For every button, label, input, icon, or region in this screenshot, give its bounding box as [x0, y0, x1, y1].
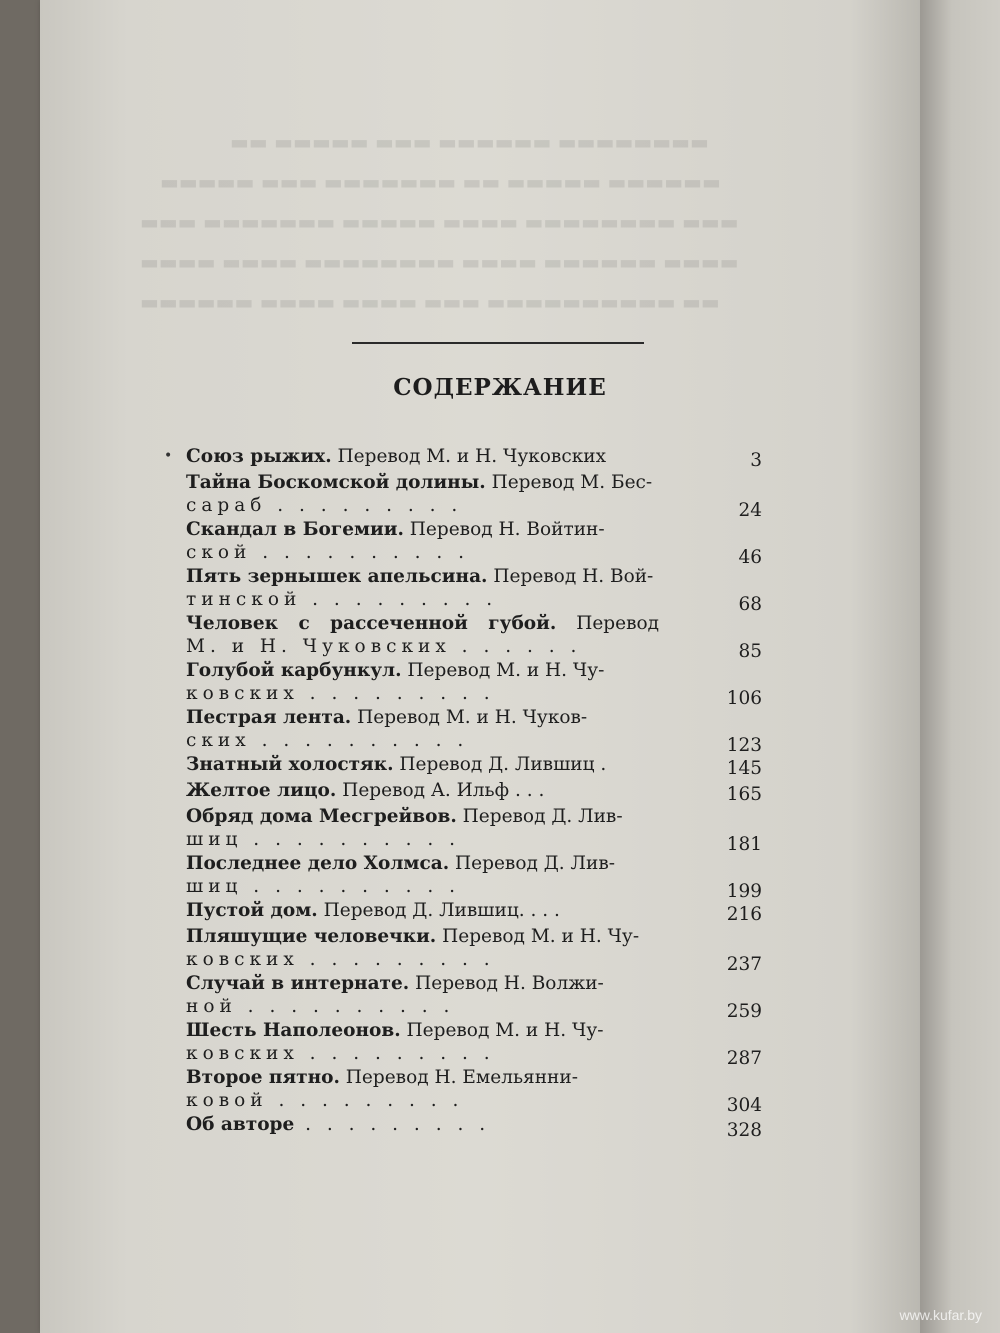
toc-entry	[186, 472, 762, 519]
entry-page: 3	[750, 450, 762, 471]
entry-continuation: ских . . . . . . . . . .	[186, 730, 469, 751]
entry-page: 85	[738, 641, 762, 662]
entry-page: 181	[726, 834, 762, 855]
entry-title: Скандал в Богемии.	[186, 519, 404, 540]
toc-entry	[186, 566, 762, 613]
entry-title: Второе пятно.	[186, 1067, 340, 1088]
entry-page: 287	[726, 1048, 762, 1069]
toc-entry	[186, 780, 762, 806]
entry-continuation: М. и Н. Чуковских . . . . . .	[186, 636, 582, 657]
entry-title: Желтое лицо.	[186, 780, 337, 801]
toc-entry	[186, 613, 762, 660]
entry-continuation: ской . . . . . . . . . .	[186, 542, 470, 563]
entry-translator: Перевод Н. Войтин-	[403, 519, 605, 540]
entry-title: Пляшущие человечки.	[186, 926, 437, 947]
entry-page: 237	[726, 954, 762, 975]
entry-continuation: сараб . . . . . . . . .	[186, 495, 463, 516]
entry-title: Об авторе	[186, 1114, 295, 1135]
entry-title: Пять зернышек апельсина.	[186, 566, 488, 587]
entry-translator: Перевод М. и Н. Чу-	[401, 660, 605, 681]
toc-entry	[164, 446, 762, 472]
entry-translator: Перевод Н. Емельянни-	[339, 1067, 578, 1088]
entry-translator: Перевод М. и Н. Чу-	[400, 1020, 604, 1041]
entry-page: 259	[726, 1001, 762, 1022]
entry-page: 304	[726, 1095, 762, 1116]
entry-continuation: ковских . . . . . . . . .	[186, 949, 495, 970]
entry-title: Знатный холостяк.	[186, 754, 394, 775]
entry-page: 24	[738, 500, 762, 521]
entry-translator: Перевод М. и Н. Чуков-	[351, 707, 588, 728]
entry-page: 46	[738, 547, 762, 568]
bleed-through-text: ▬▬▬ ▬▬▬▬▬▬▬ ▬▬▬▬▬ ▬▬▬▬ ▬▬▬▬▬▬▬▬ ▬▬▬	[140, 210, 739, 234]
toc-entry	[186, 707, 762, 754]
toc-entry	[186, 1020, 762, 1067]
entry-title: Случай в интернате.	[186, 973, 410, 994]
contents-heading: СОДЕРЖАНИЕ	[393, 374, 607, 401]
title-divider	[352, 342, 644, 344]
entry-page: 328	[726, 1120, 762, 1141]
bleed-through-text: ▬▬▬▬▬ ▬▬▬ ▬▬▬▬▬▬▬ ▬▬ ▬▬▬▬▬ ▬▬▬▬▬▬	[160, 170, 721, 194]
entry-translator: Перевод М. Бес-	[485, 472, 653, 493]
entry-title: Обряд дома Месгрейвов.	[186, 806, 457, 827]
entry-title: Пестрая лента.	[186, 707, 352, 728]
entry-translator: Перевод Д. Лив-	[456, 806, 623, 827]
entry-translator: Перевод Н. Вой-	[487, 566, 654, 587]
entry-continuation: шиц . . . . . . . . . .	[186, 829, 461, 850]
entry-page: 145	[726, 758, 762, 779]
entry-translator: Перевод Д. Лившиц .	[393, 754, 607, 775]
toc-entry	[186, 926, 762, 973]
entry-translator: . . . . . . . . .	[294, 1114, 491, 1135]
bleed-through-text: ▬▬ ▬▬▬▬▬ ▬▬▬ ▬▬▬▬▬▬ ▬▬▬▬▬▬▬▬	[230, 130, 709, 154]
entry-title: Последнее дело Холмса.	[186, 853, 450, 874]
watermark: www.kufar.by	[899, 1307, 982, 1323]
entry-title: Пустой дом.	[186, 900, 318, 921]
bleed-through-text: ▬▬▬▬▬▬ ▬▬▬▬ ▬▬▬▬ ▬▬▬ ▬▬▬▬▬▬▬▬▬▬ ▬▬	[140, 290, 720, 314]
table-of-contents	[164, 446, 762, 1141]
entry-page: 68	[738, 594, 762, 615]
bleed-through-text: ▬▬▬▬ ▬▬▬▬ ▬▬▬▬▬▬▬▬ ▬▬▬▬ ▬▬▬▬▬▬ ▬▬▬▬	[140, 250, 739, 274]
entry-title: Человек с рассеченной губой.	[186, 613, 557, 634]
toc-entry	[186, 660, 762, 707]
toc-entry	[186, 900, 762, 926]
toc-entry	[186, 806, 762, 853]
facing-page-edge	[920, 0, 1000, 1333]
toc-entry	[186, 754, 762, 780]
entry-title: Голубой карбункул.	[186, 660, 402, 681]
entry-page: 106	[726, 688, 762, 709]
entry-translator: Перевод А. Ильф . . .	[336, 780, 545, 801]
entry-continuation: ковских . . . . . . . . .	[186, 1043, 495, 1064]
entry-page: 165	[726, 784, 762, 805]
entry-translator: Перевод М. и Н. Чуковских	[331, 446, 607, 467]
entry-title: Союз рыжих.	[186, 446, 332, 467]
entry-title: Шесть Наполеонов.	[186, 1020, 401, 1041]
toc-entry	[186, 973, 762, 1020]
entry-translator: Перевод Д. Лившиц. . . .	[317, 900, 560, 921]
entry-page: 123	[726, 735, 762, 756]
entry-continuation: ковой . . . . . . . . .	[186, 1090, 464, 1111]
entry-continuation: ной . . . . . . . . . .	[186, 996, 455, 1017]
entry-translator: Перевод Н. Волжи-	[409, 973, 604, 994]
entry-continuation: тинской . . . . . . . . .	[186, 589, 498, 610]
entry-translator: Перевод Д. Лив-	[449, 853, 615, 874]
entry-translator: Перевод	[556, 613, 660, 634]
toc-entry	[186, 853, 762, 900]
entry-page: 199	[726, 881, 762, 902]
bullet-mark: •	[164, 448, 173, 464]
entry-continuation: ковских . . . . . . . . .	[186, 683, 495, 704]
entry-page: 216	[726, 904, 762, 925]
toc-entry	[186, 1114, 762, 1140]
entry-translator: Перевод М. и Н. Чу-	[436, 926, 640, 947]
toc-entry	[186, 519, 762, 566]
toc-entry	[186, 1067, 762, 1114]
entry-continuation: шиц . . . . . . . . . .	[186, 876, 461, 897]
entry-title: Тайна Боскомской долины.	[186, 472, 486, 493]
